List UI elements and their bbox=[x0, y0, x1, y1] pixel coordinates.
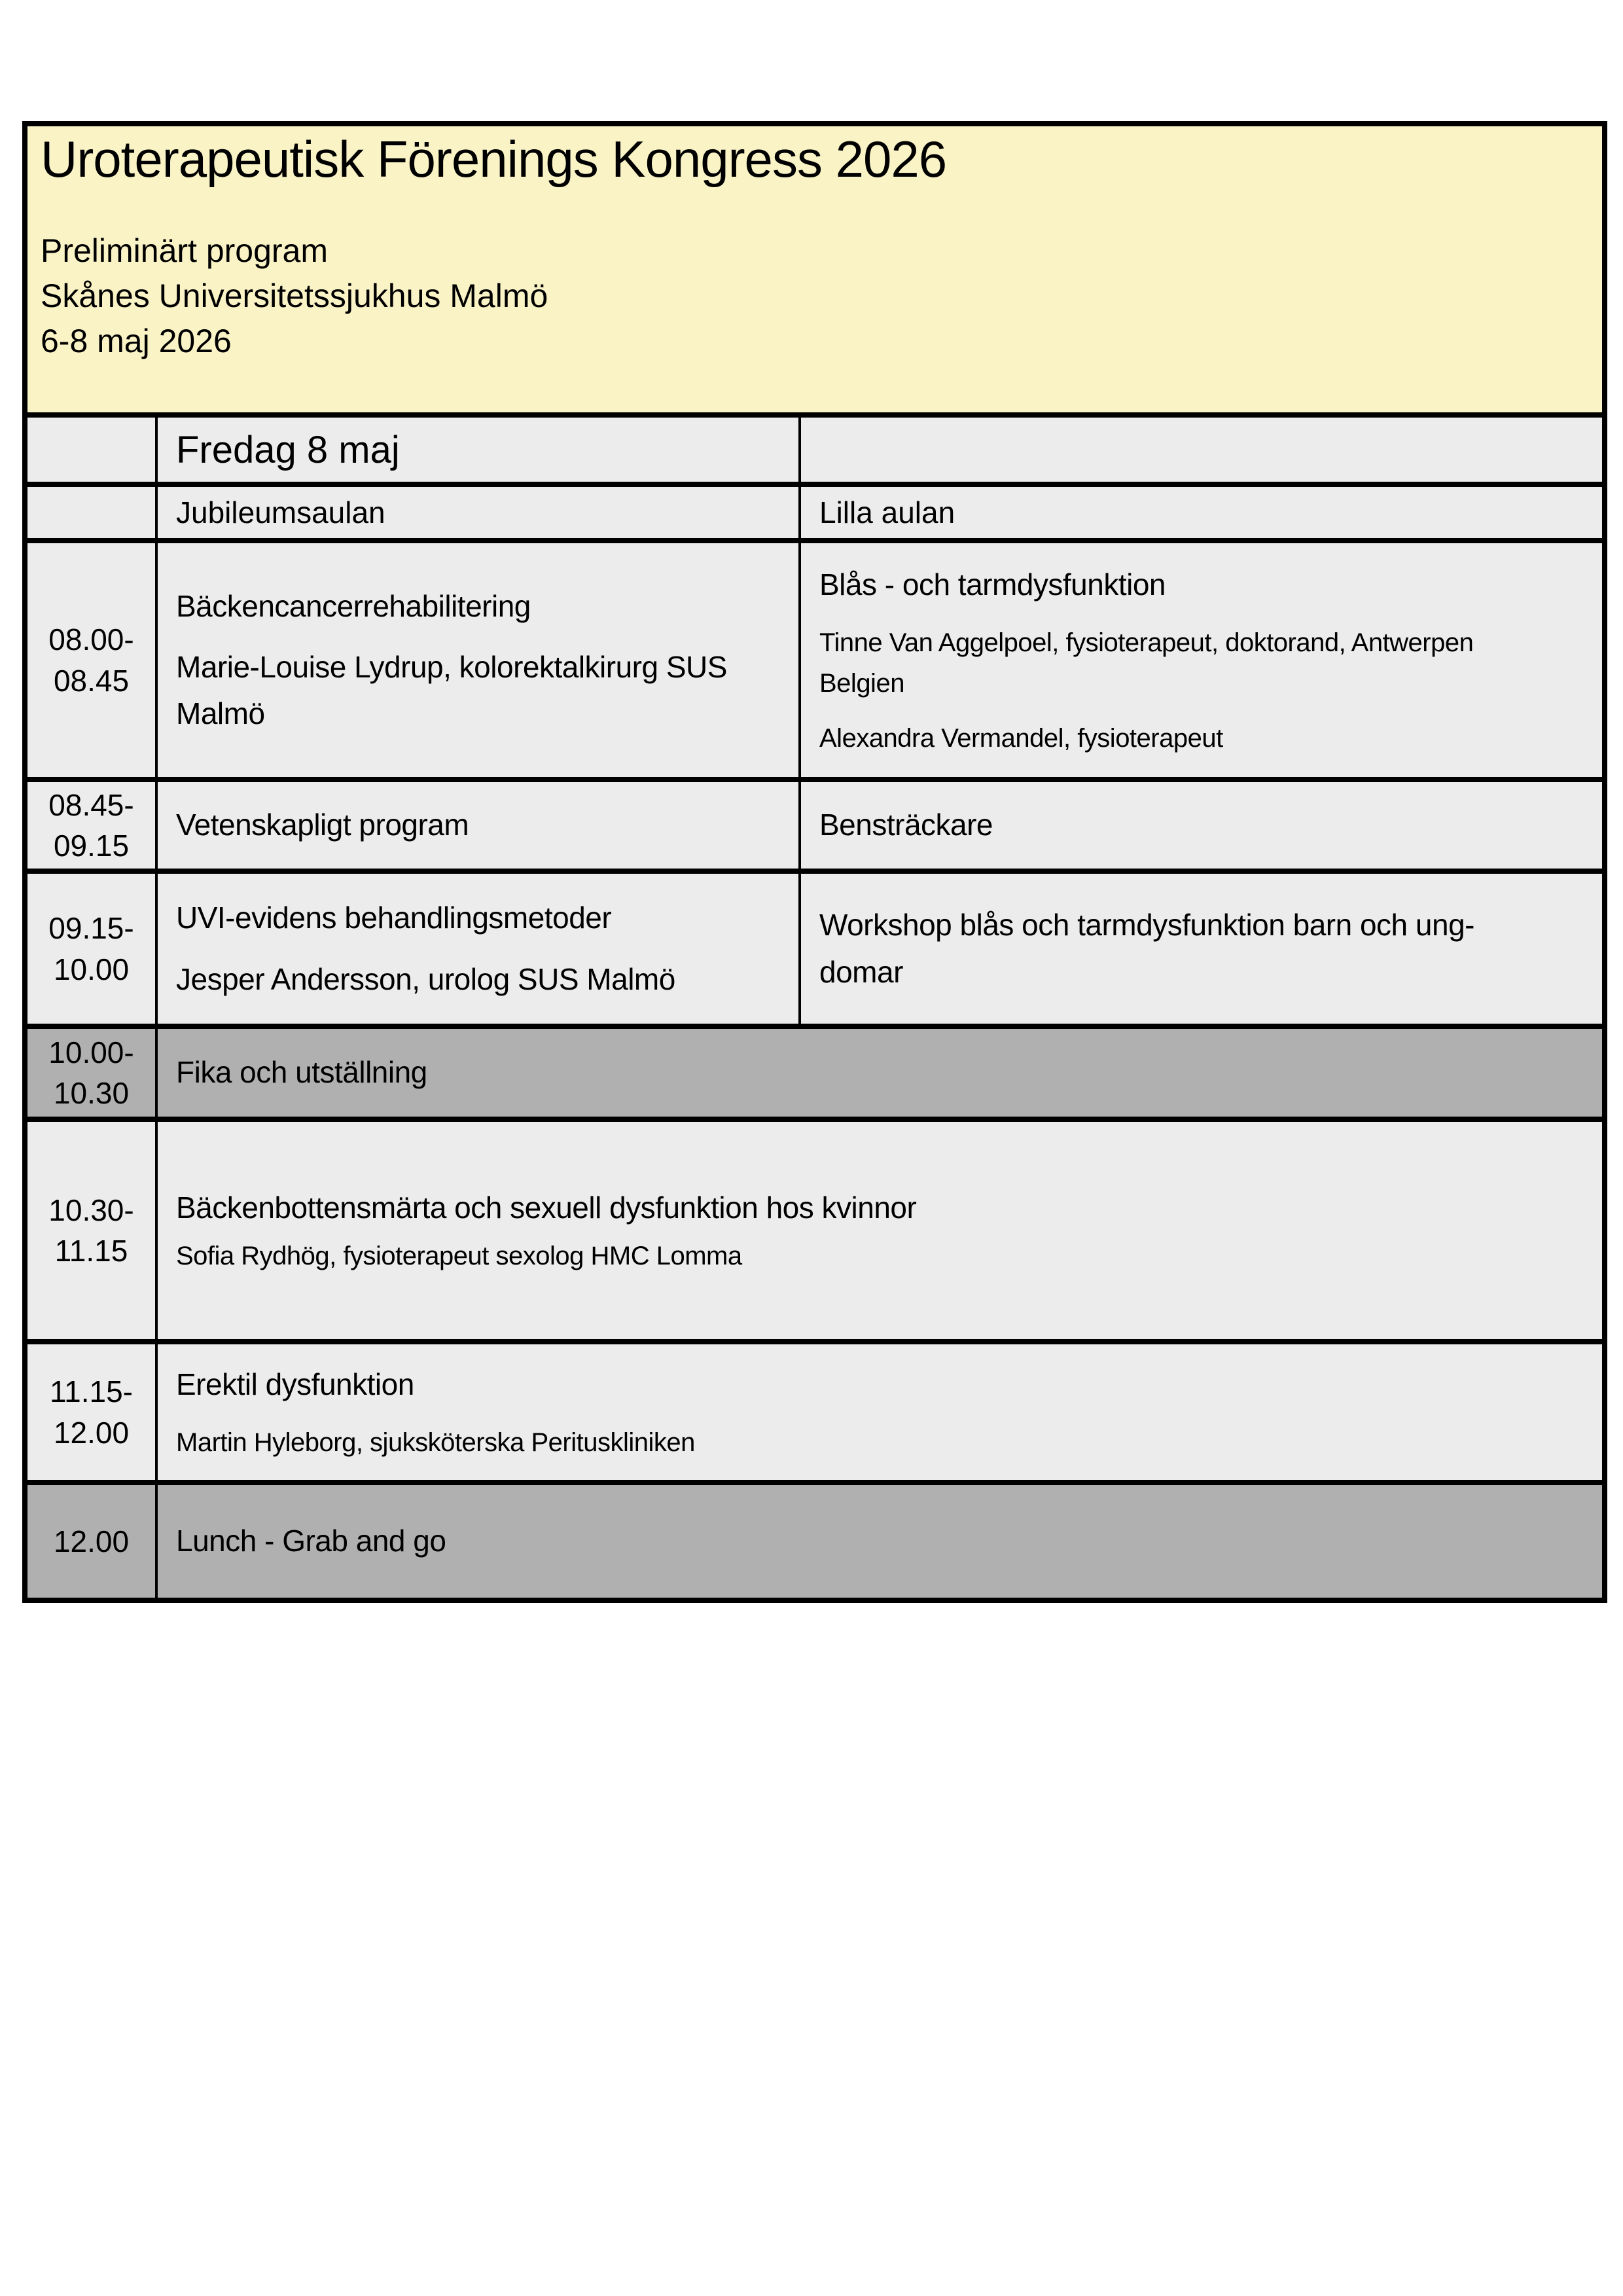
session-title: Blås - och tarmdysfunktion bbox=[819, 567, 1166, 601]
header-banner bbox=[27, 126, 1602, 418]
time-cell bbox=[27, 1122, 158, 1339]
time-cell bbox=[27, 874, 158, 1024]
schedule-row-1000-1030-fika bbox=[27, 1029, 1602, 1122]
session-title-line: domar bbox=[819, 954, 903, 989]
time-cell-empty-rooms bbox=[27, 487, 158, 538]
session-title: Bäckenbottensmärta och sexuell dysfunktion hos kvinnor bbox=[176, 1191, 917, 1225]
merged-session-cell bbox=[158, 1122, 1602, 1339]
time-end: 12.00 bbox=[53, 1415, 130, 1450]
session-title-line: Workshop blås och tarmdysfunktion barn och ung- bbox=[819, 908, 1474, 942]
merged-session-cell: Fika och utställning bbox=[176, 1055, 427, 1090]
time-cell-empty-day bbox=[27, 418, 158, 482]
time-cell bbox=[27, 1485, 158, 1598]
session-speaker: Martin Hyleborg, sjuksköterska Perituskliniken bbox=[176, 1428, 695, 1458]
day-header: Fredag 8 maj bbox=[158, 418, 801, 482]
session-title: Bäckencancerrehabilitering bbox=[176, 588, 531, 623]
time-start: 08.45- bbox=[48, 787, 134, 822]
time-end: 08.45 bbox=[53, 663, 130, 698]
merged-session-cell bbox=[158, 1344, 1602, 1480]
schedule-row-0915-1000 bbox=[27, 874, 1602, 1029]
time-end: 10.30 bbox=[53, 1076, 130, 1110]
time-start: 10.00- bbox=[48, 1035, 134, 1069]
time-start: 09.15- bbox=[48, 911, 134, 946]
schedule-row-1200-lunch bbox=[27, 1485, 1602, 1598]
time-cell bbox=[27, 1344, 158, 1480]
header-subtitle-block bbox=[41, 228, 1582, 364]
subtitle-venue: Skånes Universitetssjukhus Malmö bbox=[41, 277, 548, 314]
session-title: Vetenskapligt program bbox=[176, 808, 469, 842]
subtitle-dates: 6-8 maj 2026 bbox=[41, 322, 232, 359]
room-header-left: Jubileumsaulan bbox=[158, 487, 801, 538]
session-cell-left bbox=[158, 874, 801, 1024]
day-header-row bbox=[27, 418, 1602, 487]
session-title bbox=[819, 902, 1584, 996]
time-end: 09.15 bbox=[53, 829, 130, 863]
session-speaker: Alexandra Vermandel, fysioterapeut bbox=[819, 724, 1223, 753]
schedule-row-0800-0845 bbox=[27, 543, 1602, 782]
session-cell-left bbox=[158, 782, 801, 869]
subtitle-program: Preliminärt program bbox=[41, 232, 329, 269]
room-header-row bbox=[27, 487, 1602, 543]
speaker-line: Tinne Van Aggelpoel, fysioterapeut, doktorand, Antwerpen bbox=[819, 628, 1474, 658]
time-end: 10.00 bbox=[53, 952, 130, 986]
day-header-empty-cell bbox=[801, 418, 1602, 482]
session-title: Bensträckare bbox=[819, 808, 993, 842]
speaker-line: Belgien bbox=[819, 669, 904, 698]
time-start: 12.00 bbox=[53, 1524, 130, 1558]
session-title: UVI-evidens behandlingsmetoder bbox=[176, 901, 612, 935]
session-cell-right bbox=[801, 782, 1602, 869]
merged-session-cell: Lunch - Grab and go bbox=[176, 1524, 446, 1558]
header-content bbox=[27, 126, 1602, 364]
session-speaker: Jesper Andersson, urolog SUS Malmö bbox=[176, 961, 675, 996]
speaker-line: Malmö bbox=[176, 696, 265, 731]
room-header-right: Lilla aulan bbox=[819, 495, 955, 529]
time-start: 10.30- bbox=[48, 1193, 134, 1227]
session-cell-left bbox=[158, 543, 801, 777]
time-end: 11.15 bbox=[54, 1234, 128, 1268]
session-title: Erektil dysfunktion bbox=[176, 1367, 414, 1401]
time-cell bbox=[27, 543, 158, 777]
session-cell-right bbox=[801, 543, 1602, 777]
program-table bbox=[22, 121, 1607, 1603]
time-cell bbox=[27, 782, 158, 869]
schedule-row-1115-1200 bbox=[27, 1344, 1602, 1485]
session-speaker: Sofia Rydhög, fysioterapeut sexolog HMC Lomma bbox=[176, 1241, 742, 1270]
session-speaker bbox=[176, 644, 780, 738]
session-cell-right bbox=[801, 874, 1602, 1024]
page-title: Uroterapeutisk Förenings Kongress 2026 bbox=[41, 130, 947, 188]
schedule-row-0845-0915 bbox=[27, 782, 1602, 874]
speaker-line: Marie-Louise Lydrup, kolorektalkirurg SUS bbox=[176, 649, 727, 684]
session-speaker bbox=[819, 622, 1584, 704]
time-cell bbox=[27, 1029, 158, 1117]
schedule-row-1030-1115 bbox=[27, 1122, 1602, 1344]
time-start: 11.15- bbox=[49, 1374, 134, 1409]
time-start: 08.00- bbox=[48, 622, 134, 657]
